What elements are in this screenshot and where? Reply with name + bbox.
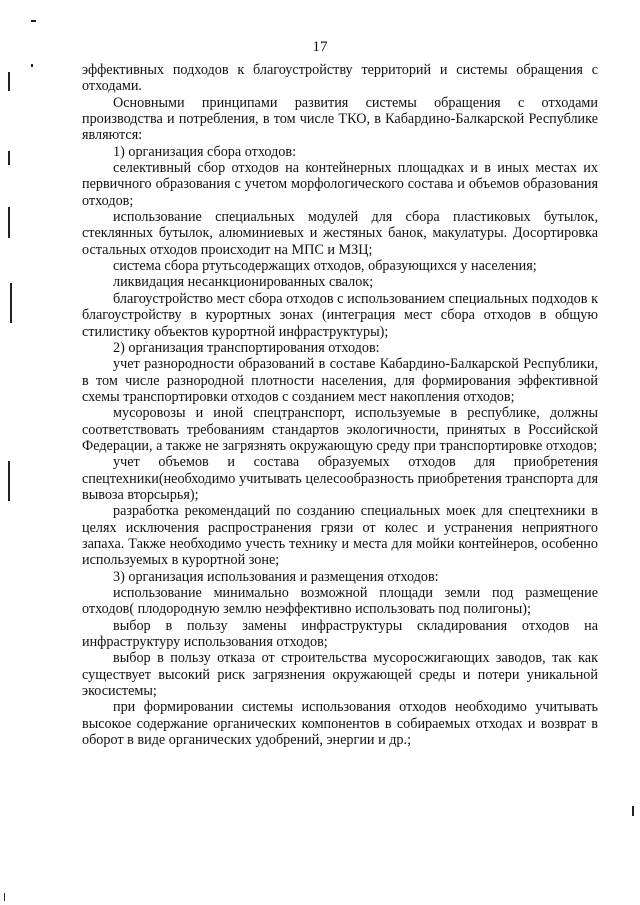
list-item: при формировании системы использования отходов необходимо учитывать высокое содержание органических компонентов в собираемых отходах и возврат в оборот в виде органических удобрений, энергии и др.; — [82, 699, 598, 749]
list-item: разработка рекомендаций по созданию специальных моек для спецтехники в целях исключения распространения грязи от колес и устранения неприятного запаха. Также необходимо учесть технику и места для мойки контейнеров, особенно используемых в курортной зоне; — [82, 503, 598, 569]
list-item: ликвидация несанкционированных свалок; — [113, 274, 374, 291]
list-item: использование минимально возможной площади земли под размещение отходов( плодородную землю неэффективно использовать под полигоны); — [82, 585, 598, 618]
scan-artifact — [8, 461, 10, 501]
scan-artifact — [10, 283, 12, 323]
paragraph-continuation: эффективных подходов к благоустройству территорий и системы обращения с отходами. — [82, 62, 598, 95]
scan-artifact — [632, 806, 634, 816]
paragraph-principles-intro: Основными принципами развития системы обращения с отходами производства и потребления, в том числе ТКО, в Кабардино-Балкарской Республике являются: — [82, 94, 598, 144]
list-item: выбор в пользу замены инфраструктуры складирования отходов на инфраструктуру использования отходов; — [82, 617, 598, 651]
scan-artifact — [8, 207, 10, 238]
scan-artifact — [8, 72, 10, 91]
list-heading-collection: 1) организация сбора отходов: — [113, 143, 297, 160]
scan-artifact — [31, 64, 33, 67]
list-heading-transport: 2) организация транспортирования отходов: — [113, 339, 380, 356]
scan-artifact — [31, 20, 36, 22]
page-number: 17 — [312, 39, 328, 55]
body-text — [82, 62, 598, 748]
list-item: система сбора ртутьсодержащих отходов, образующихся у населения; — [113, 258, 537, 275]
list-item: использование специальных модулей для сбора пластиковых бутылок, стеклянных бутылок, алюминиевых и жестяных банок, макулатуры. Досортировка остальных отходов происходит на МПС и МЗЦ; — [82, 209, 598, 258]
list-item: благоустройство мест сбора отходов с использованием специальных подходов к благоустройству в курортных зонах (интеграция мест сбора отходов в общую стилистику объектов курортной инфраструктуры); — [82, 290, 598, 340]
list-item: мусоровозы и иной спецтранспорт, используемые в республике, должны соответствовать требованиям стандартов экологичности, принятых в Российской Федерации, а также не загрязнять окружающую среду при транспортировке отходов; — [82, 405, 598, 454]
list-item: селективный сбор отходов на контейнерных площадках и в иных местах их первичного образования с учетом морфологического состава и объемов образования отходов; — [82, 160, 598, 209]
list-item: выбор в пользу отказа от строительства мусоросжигающих заводов, так как существует высокий риск загрязнения окружающей среды и потери уникальной экосистемы; — [82, 650, 598, 700]
list-item: учет разнородности образований в составе Кабардино-Балкарской Республики, в том числе разнородной плотности населения, для формирования эффективной схемы транспортировки отходов с созданием мест накопления отходов; — [82, 356, 598, 405]
list-item: учет объемов и состава образуемых отходов для приобретения спецтехники(необходимо учитывать целесообразность приобретения транспорта для вывоза вторсырья); — [82, 454, 598, 503]
scan-artifact — [8, 151, 10, 165]
scan-artifact — [4, 893, 5, 901]
list-heading-usage: 3) организация использования и размещения отходов: — [113, 568, 439, 585]
